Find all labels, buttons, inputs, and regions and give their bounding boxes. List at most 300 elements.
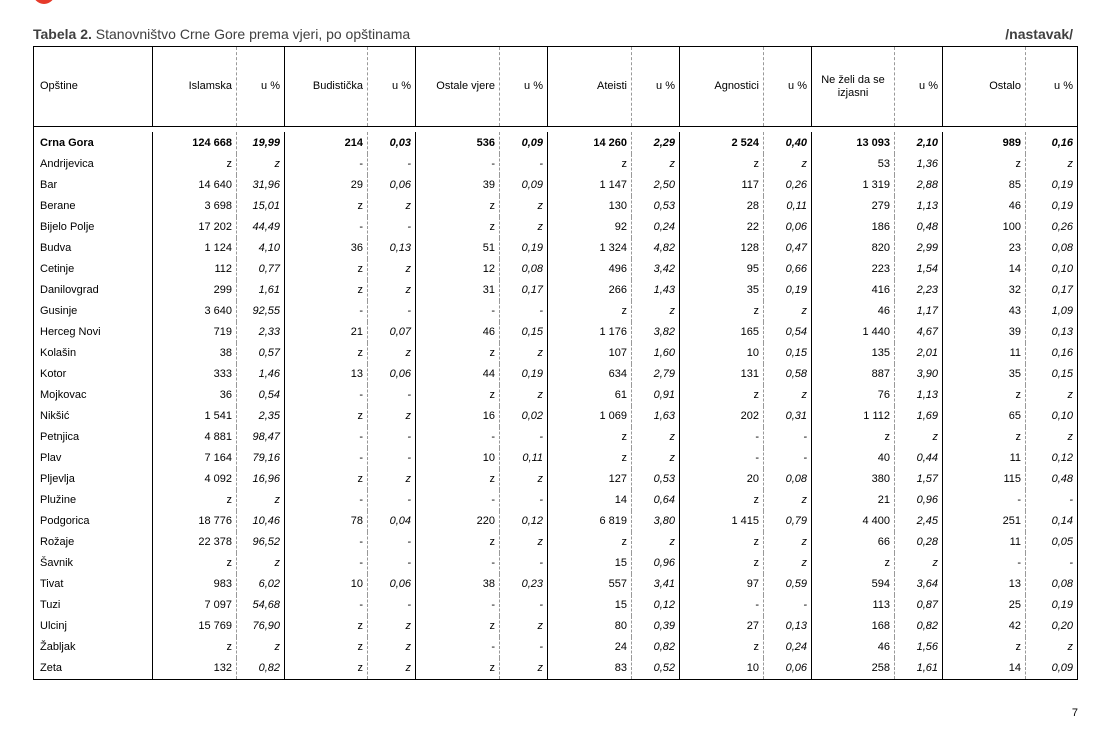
cell-value: 1 147 — [548, 175, 632, 196]
cell-value: 0,53 — [632, 469, 680, 490]
cell-value: 2,01 — [895, 343, 943, 364]
cell-value: 14 — [548, 490, 632, 511]
table-row — [34, 217, 1078, 238]
cell-value: 887 — [812, 364, 895, 385]
cell-value: z — [285, 259, 368, 280]
cell-value: z — [680, 553, 764, 574]
cell-value: z — [632, 532, 680, 553]
cell-value: z — [548, 427, 632, 448]
cell-value: 0,54 — [237, 385, 285, 406]
cell-value: z — [285, 280, 368, 301]
cell-value: 0,06 — [368, 364, 416, 385]
continuation-label: /nastavak/ — [1005, 26, 1073, 42]
municipality-name: Pljevlja — [40, 473, 75, 485]
cell-value: 10 — [416, 448, 500, 469]
cell-value: - — [368, 301, 416, 322]
cell-value: z — [153, 490, 237, 511]
cell-value: 3,90 — [895, 364, 943, 385]
cell-value: 66 — [812, 532, 895, 553]
cell-value: 43 — [943, 301, 1026, 322]
cell-value: 61 — [548, 385, 632, 406]
cell-value: 202 — [680, 406, 764, 427]
table-row — [34, 616, 1078, 637]
cell-value: 0,13 — [764, 616, 812, 637]
cell-value: 0,82 — [237, 658, 285, 680]
cell-value: 3,80 — [632, 511, 680, 532]
cell-value: z — [895, 553, 943, 574]
cell-value: 0,15 — [1026, 364, 1078, 385]
cell-value: 0,44 — [895, 448, 943, 469]
cell-value: 51 — [416, 238, 500, 259]
cell-value: 1 440 — [812, 322, 895, 343]
cell-value: 46 — [812, 637, 895, 658]
cell-value: - — [368, 595, 416, 616]
header-6: u % — [500, 47, 548, 127]
cell-value: 29 — [285, 175, 368, 196]
cell-value: z — [416, 532, 500, 553]
cell-value: - — [285, 301, 368, 322]
cell-value: z — [500, 385, 548, 406]
cell-value: z — [285, 406, 368, 427]
cell-value: 23 — [943, 238, 1026, 259]
cell-value: 0,59 — [764, 574, 812, 595]
cell-value: 266 — [548, 280, 632, 301]
cell-value: 0,96 — [632, 553, 680, 574]
cell-value: 0,14 — [1026, 511, 1078, 532]
total-row — [34, 132, 1078, 154]
cell-value: z — [548, 154, 632, 175]
cell-value: - — [943, 553, 1026, 574]
cell-value: 128 — [680, 238, 764, 259]
cell-value: 820 — [812, 238, 895, 259]
cell-value: z — [548, 532, 632, 553]
cell-value: 2,88 — [895, 175, 943, 196]
cell-value: - — [285, 595, 368, 616]
municipality-name: Andrijevica — [40, 158, 94, 170]
cell-value: 46 — [812, 301, 895, 322]
cell-value: 83 — [548, 658, 632, 680]
cell-value: z — [500, 217, 548, 238]
cell-value: 299 — [153, 280, 237, 301]
cell-value: z — [285, 658, 368, 680]
cell-value: z — [285, 343, 368, 364]
cell-value: - — [285, 154, 368, 175]
table-row — [34, 637, 1078, 658]
cell-value: 4 881 — [153, 427, 237, 448]
cell-value: - — [416, 490, 500, 511]
cell-value: 127 — [548, 469, 632, 490]
cell-value: - — [1026, 553, 1078, 574]
table-row — [34, 427, 1078, 448]
cell-value: z — [416, 385, 500, 406]
cell-value: 16,96 — [237, 469, 285, 490]
cell-value: z — [368, 469, 416, 490]
cell-value: z — [943, 385, 1026, 406]
cell-value: 4,10 — [237, 238, 285, 259]
cell-value: 44 — [416, 364, 500, 385]
cell-value: 92 — [548, 217, 632, 238]
cell-value: 15 — [548, 553, 632, 574]
cell-value: 15,01 — [237, 196, 285, 217]
cell-value: 557 — [548, 574, 632, 595]
cell-value: 2,29 — [632, 132, 680, 154]
cell-value: 11 — [943, 532, 1026, 553]
cell-value: z — [1026, 637, 1078, 658]
cell-value: - — [368, 154, 416, 175]
cell-value: 1,61 — [237, 280, 285, 301]
cell-value: 1 069 — [548, 406, 632, 427]
cell-value: - — [680, 427, 764, 448]
cell-value: 11 — [943, 343, 1026, 364]
cell-value: - — [680, 595, 764, 616]
table-row — [34, 532, 1078, 553]
cell-value: 36 — [153, 385, 237, 406]
cell-value: 0,82 — [632, 637, 680, 658]
cell-value: z — [416, 658, 500, 680]
cell-value: 53 — [812, 154, 895, 175]
cell-value: 35 — [943, 364, 1026, 385]
cell-value: 0,06 — [368, 574, 416, 595]
cell-value: 6,02 — [237, 574, 285, 595]
municipality-name: Gusinje — [40, 305, 78, 317]
table-row — [34, 448, 1078, 469]
cell-value: 38 — [416, 574, 500, 595]
cell-value: z — [285, 616, 368, 637]
header-0: Opštine — [34, 47, 153, 127]
header-3: Budistička — [285, 47, 368, 127]
cell-value: 0,31 — [764, 406, 812, 427]
cell-value: 594 — [812, 574, 895, 595]
cell-value: 0,17 — [1026, 280, 1078, 301]
cell-value: 4,67 — [895, 322, 943, 343]
cell-value: 2 524 — [680, 132, 764, 154]
cell-value: z — [632, 154, 680, 175]
cell-value: 2,35 — [237, 406, 285, 427]
cell-value: 16 — [416, 406, 500, 427]
cell-value: 0,09 — [500, 132, 548, 154]
cell-value: 13 093 — [812, 132, 895, 154]
table-caption — [33, 26, 410, 42]
cell-value: 223 — [812, 259, 895, 280]
cell-value: 112 — [153, 259, 237, 280]
cell-value: 14 640 — [153, 175, 237, 196]
cell-value: 15 769 — [153, 616, 237, 637]
cell-value: 0,10 — [1026, 259, 1078, 280]
cell-value: 107 — [548, 343, 632, 364]
cell-value: 46 — [943, 196, 1026, 217]
cell-value: z — [943, 637, 1026, 658]
cell-value: 0,06 — [368, 175, 416, 196]
cell-value: z — [632, 427, 680, 448]
cell-value: 19,99 — [237, 132, 285, 154]
cell-value: 46 — [416, 322, 500, 343]
municipality-name: Žabljak — [40, 641, 76, 653]
cell-value: 0,91 — [632, 385, 680, 406]
cell-value: 1 124 — [153, 238, 237, 259]
cell-value: 38 — [153, 343, 237, 364]
cell-value: 24 — [548, 637, 632, 658]
cell-value: 85 — [943, 175, 1026, 196]
municipality-name: Bar — [40, 179, 58, 191]
cell-value: 0,82 — [895, 616, 943, 637]
cell-value: 36 — [285, 238, 368, 259]
cell-value: 1,63 — [632, 406, 680, 427]
cell-value: 54,68 — [237, 595, 285, 616]
cell-value: z — [237, 637, 285, 658]
table-row — [34, 406, 1078, 427]
cell-value: 65 — [943, 406, 1026, 427]
header-8: u % — [632, 47, 680, 127]
cell-value: 13 — [943, 574, 1026, 595]
cell-value: 0,17 — [500, 280, 548, 301]
cell-value: - — [285, 490, 368, 511]
cell-value: 0,12 — [632, 595, 680, 616]
cell-value: 0,20 — [1026, 616, 1078, 637]
cell-value: 279 — [812, 196, 895, 217]
table-row — [34, 154, 1078, 175]
cell-value: z — [285, 469, 368, 490]
cell-value: 1,61 — [895, 658, 943, 680]
cell-value: - — [368, 532, 416, 553]
cell-value: z — [500, 616, 548, 637]
cell-value: z — [680, 301, 764, 322]
cell-value: 0,13 — [368, 238, 416, 259]
cell-value: 989 — [943, 132, 1026, 154]
cell-value: - — [416, 553, 500, 574]
cell-value: 0,08 — [764, 469, 812, 490]
cell-value: - — [368, 427, 416, 448]
cell-value: 1 415 — [680, 511, 764, 532]
cell-value: - — [764, 448, 812, 469]
cell-value: z — [416, 616, 500, 637]
cell-value: 0,02 — [500, 406, 548, 427]
municipality-name: Tuzi — [40, 599, 61, 611]
cell-value: 2,45 — [895, 511, 943, 532]
cell-value: 44,49 — [237, 217, 285, 238]
cell-value: 31,96 — [237, 175, 285, 196]
cell-value: z — [680, 637, 764, 658]
cell-value: 0,52 — [632, 658, 680, 680]
cell-value: z — [764, 154, 812, 175]
cell-value: - — [285, 217, 368, 238]
table-row — [34, 343, 1078, 364]
cell-value: z — [237, 553, 285, 574]
cell-value: z — [680, 154, 764, 175]
cell-value: 0,79 — [764, 511, 812, 532]
cell-value: z — [548, 448, 632, 469]
cell-value: 20 — [680, 469, 764, 490]
municipality-name: Rožaje — [40, 536, 75, 548]
table-row — [34, 469, 1078, 490]
municipality-name: Bijelo Polje — [40, 221, 95, 233]
cell-value: 12 — [416, 259, 500, 280]
header-5: Ostale vjere — [416, 47, 500, 127]
cell-value: - — [416, 301, 500, 322]
header-10: u % — [764, 47, 812, 127]
cell-value: z — [548, 301, 632, 322]
table-row — [34, 385, 1078, 406]
cell-value: 14 — [943, 259, 1026, 280]
cell-value: 1,56 — [895, 637, 943, 658]
cell-value: 32 — [943, 280, 1026, 301]
cell-value: z — [500, 532, 548, 553]
cell-value: 251 — [943, 511, 1026, 532]
cell-value: - — [285, 532, 368, 553]
municipality-name: Podgorica — [40, 515, 90, 527]
cell-value: 168 — [812, 616, 895, 637]
cell-value: 1,36 — [895, 154, 943, 175]
cell-value: 1 112 — [812, 406, 895, 427]
cell-value: z — [764, 301, 812, 322]
cell-value: 21 — [812, 490, 895, 511]
cell-value: 3,42 — [632, 259, 680, 280]
cell-value: 95 — [680, 259, 764, 280]
cell-value: 220 — [416, 511, 500, 532]
cell-value: 1,09 — [1026, 301, 1078, 322]
cell-value: 1,43 — [632, 280, 680, 301]
header-4: u % — [368, 47, 416, 127]
cell-value: 0,24 — [632, 217, 680, 238]
cell-value: z — [1026, 154, 1078, 175]
cell-value: 0,54 — [764, 322, 812, 343]
cell-value: 22 378 — [153, 532, 237, 553]
cell-value: - — [368, 385, 416, 406]
cell-value: 2,23 — [895, 280, 943, 301]
cell-value: z — [416, 343, 500, 364]
cell-value: 7 164 — [153, 448, 237, 469]
table-body — [34, 127, 1078, 680]
cell-value: 76,90 — [237, 616, 285, 637]
cell-value: z — [764, 553, 812, 574]
cell-value: 17 202 — [153, 217, 237, 238]
cell-value: 165 — [680, 322, 764, 343]
cell-value: 0,24 — [764, 637, 812, 658]
municipality-name: Petnjica — [40, 431, 80, 443]
cell-value: 1,57 — [895, 469, 943, 490]
municipality-name: Kotor — [40, 368, 67, 380]
cell-value: 0,04 — [368, 511, 416, 532]
cell-value: 42 — [943, 616, 1026, 637]
cell-value: 124 668 — [153, 132, 237, 154]
cell-value: 0,64 — [632, 490, 680, 511]
cell-value: 0,19 — [1026, 196, 1078, 217]
cell-value: z — [632, 448, 680, 469]
cell-value: - — [368, 490, 416, 511]
cell-value: z — [764, 385, 812, 406]
cell-value: - — [1026, 490, 1078, 511]
cell-value: 0,12 — [500, 511, 548, 532]
cell-value: 0,26 — [764, 175, 812, 196]
cell-value: 0,03 — [368, 132, 416, 154]
cell-value: z — [153, 553, 237, 574]
cell-value: z — [416, 469, 500, 490]
cell-value: - — [500, 595, 548, 616]
cell-value: 39 — [943, 322, 1026, 343]
table-row — [34, 658, 1078, 680]
header-12: u % — [895, 47, 943, 127]
cell-value: z — [680, 490, 764, 511]
cell-value: 0,07 — [368, 322, 416, 343]
cell-value: 1 324 — [548, 238, 632, 259]
cell-value: z — [416, 196, 500, 217]
cell-value: - — [285, 385, 368, 406]
cell-value: 131 — [680, 364, 764, 385]
cell-value: 0,11 — [764, 196, 812, 217]
cell-value: 14 260 — [548, 132, 632, 154]
cell-value: 80 — [548, 616, 632, 637]
cell-value: z — [1026, 385, 1078, 406]
cell-value: 132 — [153, 658, 237, 680]
cell-value: z — [368, 343, 416, 364]
cell-value: 31 — [416, 280, 500, 301]
cell-value: z — [368, 616, 416, 637]
cell-value: z — [153, 154, 237, 175]
cell-value: 0,53 — [632, 196, 680, 217]
cell-value: 0,77 — [237, 259, 285, 280]
cell-value: 1,60 — [632, 343, 680, 364]
cell-value: - — [764, 427, 812, 448]
cell-value: 0,09 — [1026, 658, 1078, 680]
cell-value: 96,52 — [237, 532, 285, 553]
cell-value: 0,08 — [1026, 574, 1078, 595]
municipality-name: Nikšić — [40, 410, 70, 422]
cell-value: z — [632, 301, 680, 322]
cell-value: 416 — [812, 280, 895, 301]
cell-value: 0,08 — [500, 259, 548, 280]
cell-value: - — [500, 637, 548, 658]
cell-value: 4 400 — [812, 511, 895, 532]
cell-value: 3 698 — [153, 196, 237, 217]
religion-table — [33, 46, 1078, 680]
page-number: 7 — [1071, 707, 1078, 719]
cell-value: - — [500, 154, 548, 175]
cell-value: z — [500, 469, 548, 490]
cell-value: 18 776 — [153, 511, 237, 532]
cell-value: 3,82 — [632, 322, 680, 343]
cell-value: z — [368, 658, 416, 680]
cell-value: 0,12 — [1026, 448, 1078, 469]
cell-value: 10 — [285, 574, 368, 595]
cell-value: 115 — [943, 469, 1026, 490]
cell-value: z — [237, 490, 285, 511]
cell-value: 0,08 — [1026, 238, 1078, 259]
cell-value: 92,55 — [237, 301, 285, 322]
cell-value: 258 — [812, 658, 895, 680]
cell-value: 4 092 — [153, 469, 237, 490]
cell-value: - — [285, 427, 368, 448]
cell-value: 0,09 — [500, 175, 548, 196]
cell-value: 7 097 — [153, 595, 237, 616]
cell-value: 0,48 — [895, 217, 943, 238]
cell-value: 0,87 — [895, 595, 943, 616]
cell-value: - — [500, 301, 548, 322]
cell-value: 1 176 — [548, 322, 632, 343]
cell-value: 97 — [680, 574, 764, 595]
cell-value: 0,28 — [895, 532, 943, 553]
header-14: u % — [1026, 47, 1078, 127]
municipality-name: Ulcinj — [40, 620, 67, 632]
cell-value: 1,13 — [895, 385, 943, 406]
cell-value: 983 — [153, 574, 237, 595]
cell-value: 0,66 — [764, 259, 812, 280]
cell-value: 2,79 — [632, 364, 680, 385]
cell-value: 0,10 — [1026, 406, 1078, 427]
cell-value: 4,82 — [632, 238, 680, 259]
cell-value: z — [500, 658, 548, 680]
table-row — [34, 511, 1078, 532]
cell-value: - — [416, 595, 500, 616]
table-row — [34, 553, 1078, 574]
